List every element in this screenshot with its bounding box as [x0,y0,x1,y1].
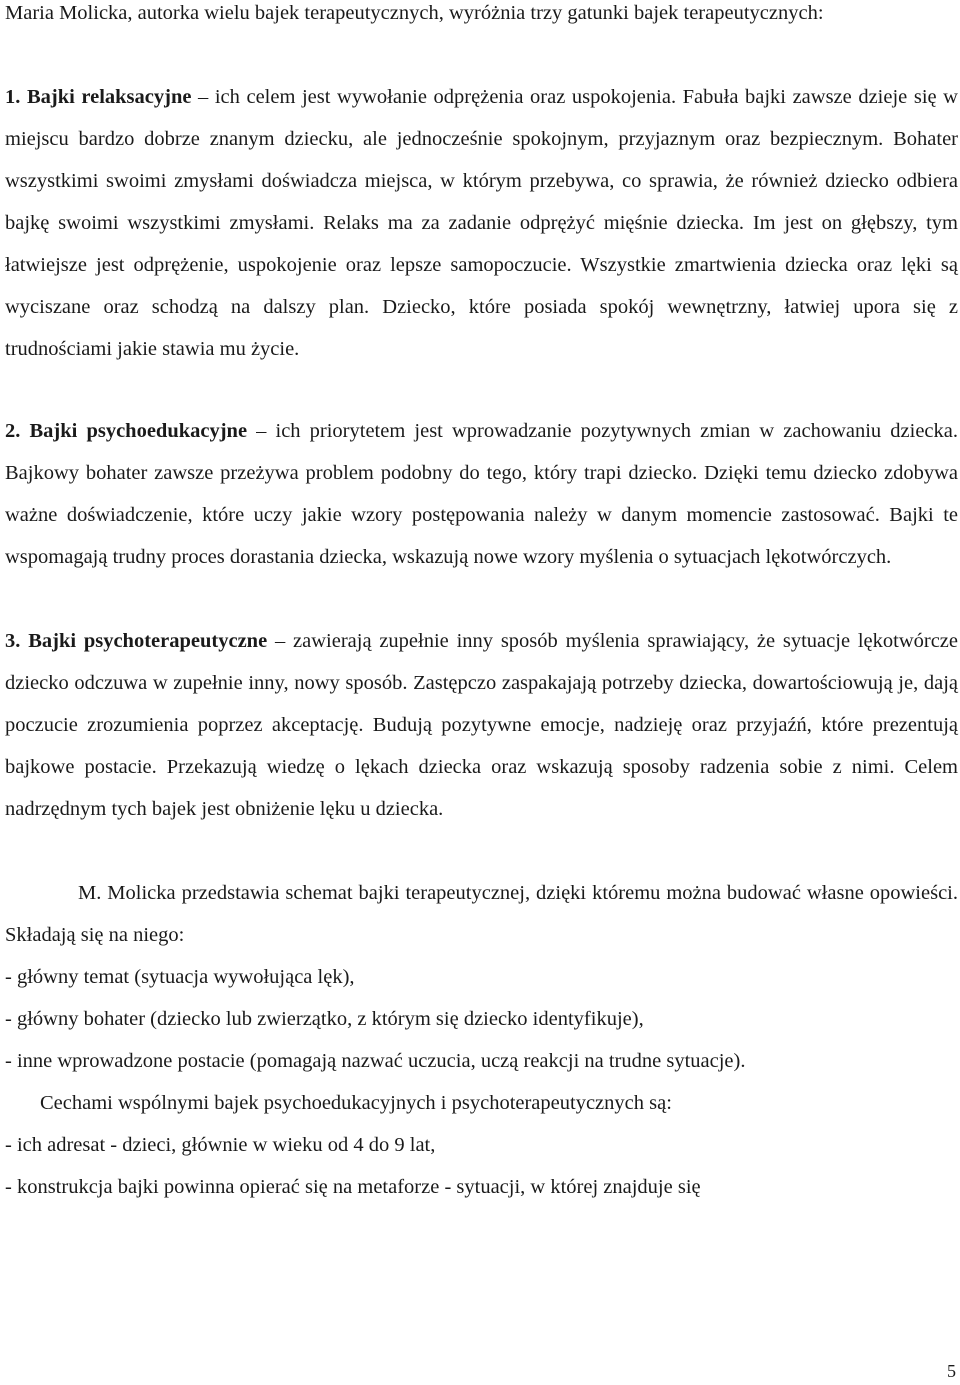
common-features-list [5,1124,701,1208]
item-title: Bajki psychoedukacyjne [29,420,248,442]
item-number: 1. [5,86,21,108]
list-item: - główny bohater (dziecko lub zwierzątko, z którym się dziecko identyfikuje), [5,1008,644,1030]
common-features-intro: Cechami wspólnymi bajek psychoedukacyjnych i psychoterapeutycznych są: [40,1092,672,1114]
list-item-psychoeducational [5,410,958,578]
list-item-psychotherapeutic [5,620,958,830]
list-item-relaxation [5,76,958,370]
item-text: – ich priorytetem jest wprowadzanie pozytywnych zmian w zachowaniu dziecka. Bajkowy bohater zawsze przeżywa problem podobny do tego, który trapi dziecko. Dzięki temu dziecko zdobywa ważne doświadczenie, które uczy jakie wzory postępowania należy w danym momencie zastosować. Bajki te wspomagają trudny proces dorastania dziecka, wskazują nowe wzory myślenia o sytuacjach lękotwórczych. [5,420,958,568]
list-item: - inne wprowadzone postacie (pomagają nazwać uczucia, uczą reakcji na trudne sytuacje). [5,1050,746,1072]
schema-list [5,956,745,1082]
item-number: 2. [5,420,21,442]
list-item: - ich adresat - dzieci, głównie w wieku od 4 do 9 lat, [5,1134,436,1156]
schema-intro-paragraph: M. Molicka przedstawia schemat bajki terapeutycznej, dzięki któremu można budować własne opowieści. Składają się na niego: [5,882,958,946]
intro-paragraph: Maria Molicka, autorka wielu bajek terapeutycznych, wyróżnia trzy gatunki bajek terapeutycznych: [5,2,824,24]
item-text: – ich celem jest wywołanie odprężenia oraz uspokojenia. Fabuła bajki zawsze dzieje się w miejscu bardzo dobrze znanym dziecku, ale jednocześnie spokojnym, przyjaznym oraz bezpiecznym. Bohater wszystkimi swoimi zmysłami doświadcza miejsca, w którym przebywa, co sprawia, że również dziecko odbiera bajkę swoimi wszystkimi zmysłami. Relaks ma za zadanie odprężyć mięśnie dziecka. Im jest on głębszy, tym łatwiejsze jest odprężenie, uspokojenie oraz lepsze samopoczucie. Wszystkie zmartwienia dziecka oraz lęki są wyciszane oraz schodzą na dalszy plan. Dziecko, które posiada spokój wewnętrzny, łatwiej upora się z trudnościami jakie stawia mu życie. [5,86,958,360]
item-title: Bajki psychoterapeutyczne [28,630,268,652]
list-item: - konstrukcja bajki powinna opierać się na metaforze - sytuacji, w której znajduje się [5,1176,701,1198]
item-number: 3. [5,630,21,652]
item-title: Bajki relaksacyjne [26,86,192,108]
item-text: – zawierają zupełnie inny sposób myślenia sprawiający, że sytuacje lękotwórcze dziecko odczuwa w zupełnie inny, nowy sposób. Zastępczo zaspakajają potrzeby dziecka, dowartościowują je, dają poczucie zrozumienia poprzez akceptację. Budują pozytywne emocje, nadzieję oraz przyjaźń, które prezentują bajkowe postacie. Przekazują wiedzę o lękach dziecka oraz wskazują sposoby radzenia sobie z nimi. Celem nadrzędnym tych bajek jest obniżenie lęku u dziecka. [5,630,959,820]
list-item: - główny temat (sytuacja wywołująca lęk), [5,966,355,988]
page-number: 5 [947,1361,956,1381]
